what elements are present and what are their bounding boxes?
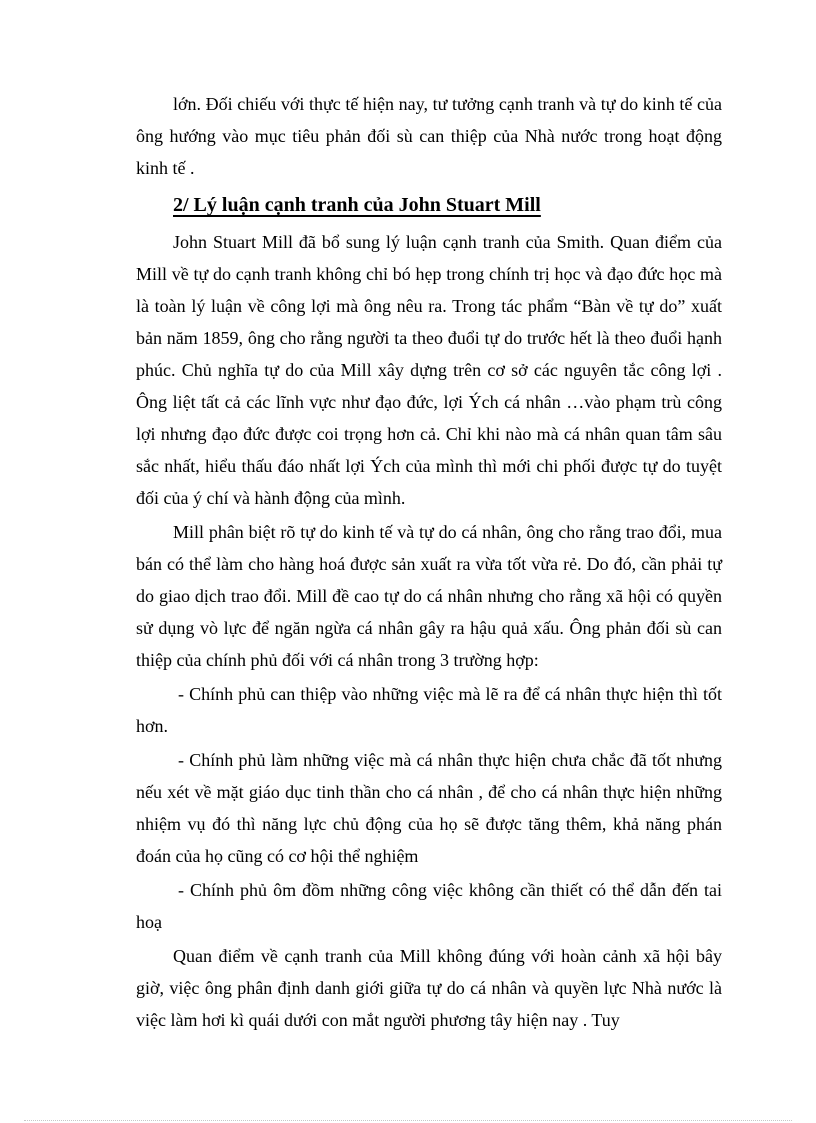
paragraph-continuation: lớn. Đối chiếu với thực tế hiện nay, tư tưởng cạnh tranh và tự do kinh tế của ông hướng vào mục tiêu phản đối sù can thiệp của Nhà nước trong hoạt động kinh tế . xyxy=(136,94,722,178)
paragraph-mill-freedom: Mill phân biệt rõ tự do kinh tế và tự do cá nhân, ông cho rằng trao đổi, mua bán có thể làm cho hàng hoá được sản xuất ra vừa tốt vừa rẻ. Do đó, cần phải tự do giao dịch trao đổi. Mill đề cao tự do cá nhân nhưng cho rằng xã hội có quyền sử dụng vò lực để ngăn ngừa cá nhân gây ra hậu quả xấu. Ông phản đối sù can thiệp của chính phủ đối với cá nhân trong 3 trường hợp: xyxy=(136,522,722,670)
bullet-item-2: - Chính phủ làm những việc mà cá nhân thực hiện chưa chắc đã tốt nhưng nếu xét về mặt giáo dục tinh thần cho cá nhân , để cho cá nhân thực hiện những nhiệm vụ đó thì năng lực chủ động của họ sẽ được tăng thêm, khả năng phán đoán của họ cũng có cơ hội thể nghiệm xyxy=(136,750,722,866)
section-heading xyxy=(136,188,722,222)
paragraph-closing: Quan điểm về cạnh tranh của Mill không đúng với hoàn cảnh xã hội bây giờ, việc ông phân định danh giới giữa tự do cá nhân và quyền lực Nhà nước là việc làm hơi kì quái dưới con mắt người phương tây hiện nay . Tuy xyxy=(136,946,722,1030)
bullet-item-3: - Chính phủ ôm đồm những công việc không cần thiết có thể dẫn đến tai hoạ xyxy=(136,880,722,932)
bullet-item-1: - Chính phủ can thiệp vào những việc mà lẽ ra để cá nhân thực hiện thì tốt hơn. xyxy=(136,684,722,736)
paragraph-mill-intro: John Stuart Mill đã bổ sung lý luận cạnh tranh của Smith. Quan điểm của Mill về tự do cạnh tranh không chỉ bó hẹp trong chính trị học và đạo đức học mà là toàn lý luận về công lợi mà ông nêu ra. Trong tác phẩm “Bàn về tự do” xuất bản năm 1859, ông cho rằng người ta theo đuổi tự do trước hết là theo đuổi hạnh phúc. Chủ nghĩa tự do của Mill xây dựng trên cơ sở các nguyên tắc công lợi . Ông liệt tất cả các lĩnh vực như đạo đức, lợi Ých cá nhân …vào phạm trù công lợi nhưng đạo đức được coi trọng hơn cả. Chỉ khi nào mà cá nhân quan tâm sâu sắc nhất, hiểu thấu đáo nhất lợi Ých của mình thì mới chi phối được tự do tuyệt đối của ý chí và hành động của mình. xyxy=(136,232,722,508)
section-heading-text: 2/ Lý luận cạnh tranh của John Stuart Mill xyxy=(173,194,541,216)
page-separator xyxy=(24,1120,792,1121)
page-content xyxy=(136,88,722,1036)
